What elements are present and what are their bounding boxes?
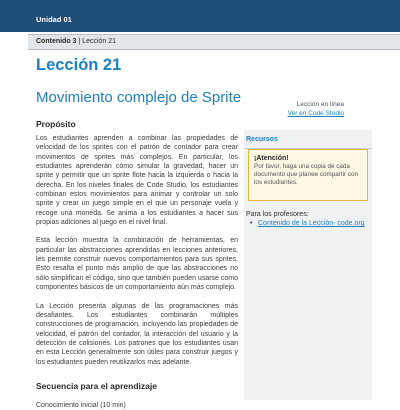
notice-title: ¡Atención! <box>254 155 289 162</box>
lesson-title: Movimiento complejo de Sprite <box>36 89 242 106</box>
attention-notice <box>248 149 368 201</box>
purpose-paragraph-2: Esta lección muestra la combinación de herramientas, en particular las abstracciones aprendidas en lecciones anteriores, les permite construir nuevos comportamientos para sus sprites. Esto resalta el punto más amplio de que las abstracciones no sólo simplifican el código, sino que también pueden usarse como componentes básicos de un comportamiento aún más complejo. <box>36 237 238 292</box>
lesson-number: Lección 21 <box>36 56 122 74</box>
code-studio-link[interactable]: Ver en Code Studio <box>287 110 344 117</box>
sequence-heading: Secuencia para el aprendizaje <box>36 380 157 391</box>
sequence-item: Conocimiento inicial (10 min) <box>36 401 126 409</box>
purpose-paragraph-3: La Lección presenta algunas de las programaciones más desafiantes. Los estudiantes combinarán múltiples construcciones de programación, incluyendo las propiedades de velocidad, el patrón del contador, la interacción del usuario y la detección de colisiones. Los patrones que los estudiantes usan en esta Lección generalmente son útiles para construir juegos y los estudiantes pueden reutilizarlos más adelante. <box>36 302 238 366</box>
lesson-content-link[interactable]: Contenido de la Lección- code.org <box>258 220 365 227</box>
resources-sidebar <box>244 130 372 400</box>
breadcrumb-content: Contenido 3 <box>36 38 77 45</box>
unit-header-bar <box>0 0 400 32</box>
breadcrumb-text <box>36 38 116 45</box>
online-lesson-label: Lección en línea <box>296 101 344 108</box>
main-content <box>36 119 238 410</box>
teacher-resource-item <box>250 220 366 229</box>
breadcrumb-separator: | <box>76 38 83 45</box>
breadcrumb <box>28 34 400 50</box>
breadcrumb-lesson: Lección 21 <box>82 38 117 45</box>
purpose-paragraph-1: Los estudiantes aprenden a combinar las propiedades de velocidad de los sprites con el patrón de contador para crear movimientos de sprites más complejos. En particular, los estudiantes aprenderán cómo simular la gravedad, hacer un sprite y permitir que un sprite flote hacia la izquierda o hacia la derecha. En los niveles finales de Code Studio, los estudiantes combinan estos movimientos para animar y controlar un solo sprite y crear un juego simple en el que un personaje vuela y recoge una moneda. Se anima a los estudiantes a hacer sus propias adiciones al juego en el nivel final. <box>36 135 238 227</box>
online-lesson-box <box>288 100 344 118</box>
unit-label: Unidad 01 <box>36 15 72 24</box>
resources-title: Recursos <box>246 136 278 143</box>
bullet-icon: • <box>250 220 253 227</box>
purpose-heading: Propósito <box>36 119 76 129</box>
notice-body: Por favor, haga una copia de cada documento que planee compartir con los estudiantes. <box>254 163 358 186</box>
teachers-label: Para los profesores: <box>246 211 309 218</box>
